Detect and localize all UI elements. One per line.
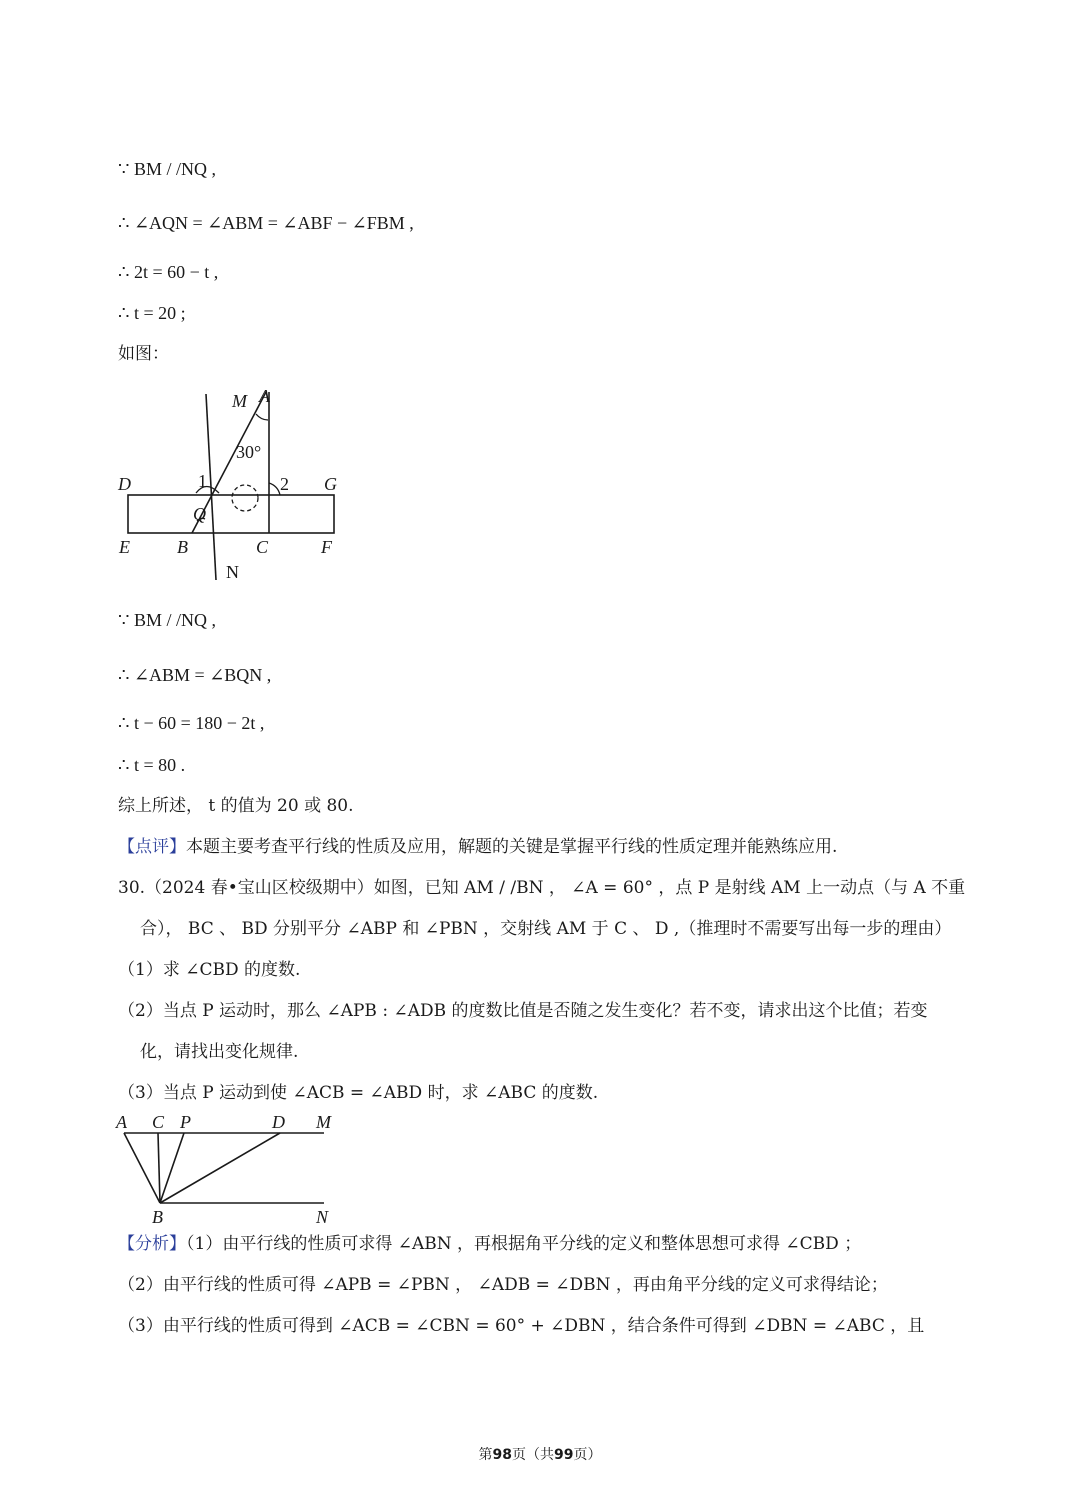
analysis-paragraph-3: （3）由平行线的性质可得到 ∠ACB = ∠CBN = 60° + ∠DBN ，结合条件可得到 ∠DBN = ∠ABC ，且	[118, 1316, 925, 1336]
footer-page-number: 98	[492, 1447, 512, 1463]
proof-line-3: ∴ 2t = 60 − t ,	[118, 262, 219, 282]
rectangle-strip	[128, 495, 334, 533]
angle-a-arc	[256, 414, 268, 420]
label-n: N	[316, 1207, 329, 1227]
label-d: D	[118, 474, 131, 494]
label-f: F	[321, 537, 332, 557]
label-d: D	[272, 1112, 285, 1132]
question-30-part-3: （3）当点 P 运动到使 ∠ACB = ∠ABD 时，求 ∠ABC 的度数.	[118, 1083, 599, 1103]
label-b: B	[152, 1207, 163, 1227]
label-e: E	[119, 537, 130, 557]
review-paragraph	[118, 835, 837, 859]
proof-line-1: ∵ BM / /NQ ,	[118, 159, 216, 179]
label-m: M	[316, 1112, 331, 1132]
label-c: C	[152, 1112, 165, 1132]
proof-line-7: ∴ ∠ABM = ∠BQN ,	[118, 665, 272, 685]
proof-line-4: ∴ t = 20 ;	[118, 303, 186, 323]
review-text: 本题主要考查平行线的性质及应用，解题的关键是掌握平行线的性质定理并能熟练应用.	[186, 837, 838, 857]
label-m: M	[232, 391, 247, 411]
conclusion-line: 综上所述， t 的值为 20 或 80.	[118, 796, 354, 816]
label-30-degrees: 30°	[236, 442, 262, 462]
question-30-part-1: （1）求 ∠CBD 的度数.	[118, 960, 301, 980]
proof-line-2: ∴ ∠AQN = ∠ABM = ∠ABF − ∠FBM ,	[118, 213, 414, 233]
segment-bc	[158, 1133, 160, 1203]
segment-ab	[124, 1133, 160, 1203]
analysis-paragraph-1	[118, 1232, 861, 1256]
proof-line-6: ∵ BM / /NQ ,	[118, 610, 216, 630]
segment-bp	[160, 1133, 184, 1203]
label-angle-2: 2	[280, 474, 289, 494]
figure-intro: 如图：	[118, 344, 169, 364]
segment-bd	[160, 1133, 280, 1203]
label-c: C	[256, 537, 269, 557]
label-b: B	[177, 537, 188, 557]
footer-suffix: 页）	[573, 1447, 602, 1463]
label-n: N	[226, 562, 239, 582]
label-a: A	[259, 386, 270, 406]
question-30-line-2: 合）， BC 、 BD 分别平分 ∠ABP 和 ∠PBN ，交射线 AM 于 C 、 D ,（推理时不需要写出每一步的理由）	[140, 919, 952, 939]
page-footer	[0, 1444, 1080, 1464]
label-g: G	[324, 474, 337, 494]
analysis-text-1: （1）由平行线的性质可求得 ∠ABN ，再根据角平分线的定义和整体思想可求得 ∠CBD ；	[186, 1234, 862, 1254]
label-angle-1: 1	[198, 471, 207, 491]
parallel-lines-figure-2	[110, 1108, 350, 1228]
label-a: A	[116, 1112, 127, 1132]
question-30-part-2-line-1: （2）当点 P 运动时，那么 ∠APB : ∠ADB 的度数比值是否随之发生变化？若不变，请求出这个比值；若变	[118, 1001, 928, 1021]
review-tag: 【点评】	[118, 837, 186, 857]
dashed-circle	[232, 485, 258, 511]
label-p: P	[180, 1112, 191, 1132]
label-q: Q	[193, 504, 206, 524]
analysis-paragraph-2: （2）由平行线的性质可得 ∠APB = ∠PBN ， ∠ADB = ∠DBN ，再由角平分线的定义可求得结论；	[118, 1275, 888, 1295]
proof-line-9: ∴ t = 80 .	[118, 755, 186, 775]
footer-total-pages: 99	[554, 1447, 574, 1463]
footer-mid: 页（共	[512, 1447, 554, 1463]
question-30-line-1: 30.（2024 春•宝山区校级期中）如图，已知 AM / /BN ， ∠A = 60° ，点 P 是射线 AM 上一动点（与 A 不重	[118, 878, 966, 898]
parallel-lines-figure-1	[110, 380, 370, 585]
analysis-tag: 【分析】	[118, 1234, 186, 1254]
angle-2-arc	[269, 483, 280, 495]
question-30-part-2-line-2: 化，请找出变化规律.	[140, 1042, 299, 1062]
footer-prefix: 第	[478, 1447, 493, 1463]
proof-line-8: ∴ t − 60 = 180 − 2t ,	[118, 713, 265, 733]
